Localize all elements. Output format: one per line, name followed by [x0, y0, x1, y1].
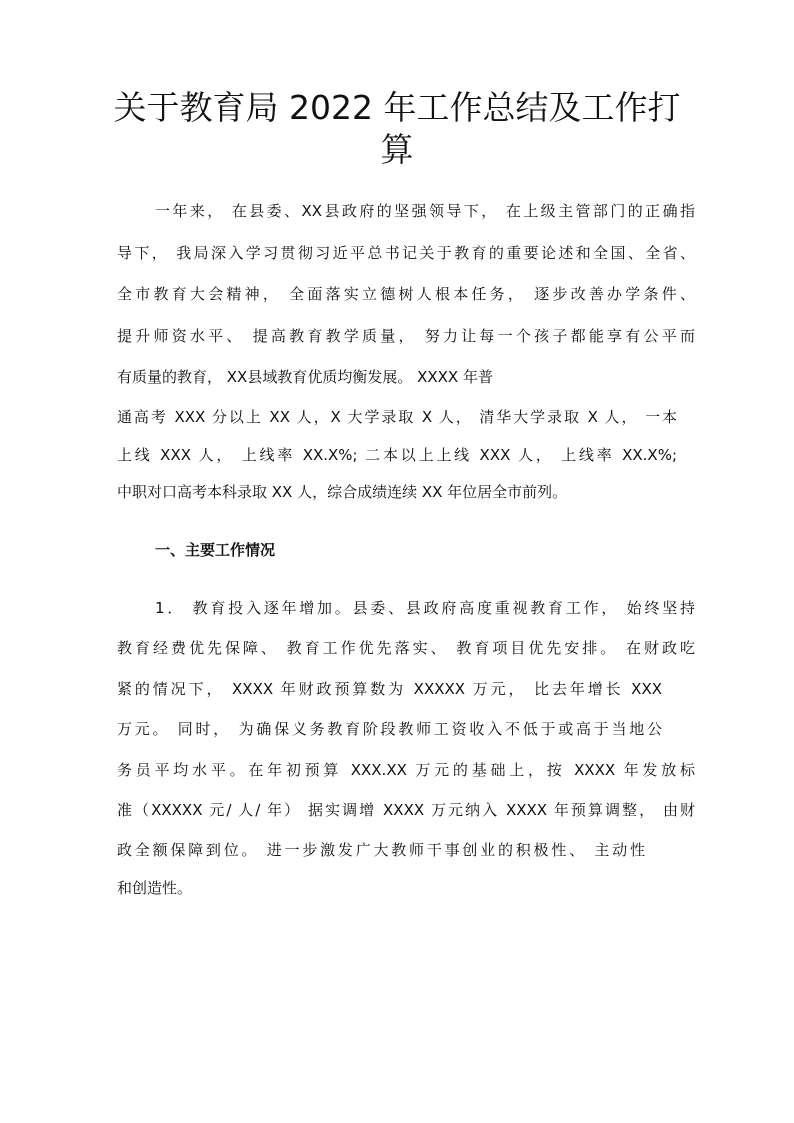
intro-line: 上线 XXX 人， 上线率 XX.X%; 二本以上上线 XXX 人， 上线率 XX.X%;: [117, 446, 677, 464]
section-line: 教育经费优先保障、 教育工作优先落实、 教育项目优先安排。 在财政吃: [117, 639, 695, 657]
document-title-line-1: 关于教育局 2022 年工作总结及工作打: [113, 88, 681, 127]
intro-line: 通高考 XXX 分以上 XX 人，X 大学录取 X 人， 清华大学录取 X 人， 一本: [117, 408, 677, 426]
intro-line: 全市教育大会精神， 全面落实立德树人根本任务， 逐步改善办学条件、: [117, 285, 695, 303]
intro-line: 一年来， 在县委、XX县政府的坚强领导下， 在上级主管部门的正确指: [155, 202, 695, 220]
section-line: 和创造性。: [117, 879, 193, 897]
section-line: 准（XXXXX 元/ 人/ 年） 据实调增 XXXX 万元纳入 XXXX 年预算调整， 由财: [117, 801, 695, 819]
document-title-line-2: 算: [380, 130, 414, 169]
intro-line: 导下， 我局深入学习贯彻习近平总书记关于教育的重要论述和全国、全省、: [117, 244, 695, 262]
section-line: 1． 教育投入逐年增加。县委、县政府高度重视教育工作， 始终坚持: [155, 599, 695, 617]
section-line: 紧的情况下， XXXX 年财政预算数为 XXXXX 万元， 比去年增长 XXX: [117, 680, 662, 698]
section-line: 务员平均水平。在年初预算 XXX.XX 万元的基础上，按 XXXX 年发放标: [117, 761, 695, 779]
intro-line: 中职对口高考本科录取 XX 人，综合成绩连续 XX 年位居全市前列。: [117, 483, 568, 501]
section-heading: 一、主要工作情况: [155, 541, 276, 559]
intro-line: 有质量的教育， XX县域教育优质均衡发展。 XXXX 年普: [117, 368, 493, 386]
section-line: 政全额保障到位。 进一步激发广大教师干事创业的积极性、 主动性: [117, 841, 645, 859]
section-line: 万元。 同时， 为确保义务教育阶段教师工资收入不低于或高于当地公: [117, 720, 662, 738]
intro-line: 提升师资水平、 提高教育教学质量， 努力让每一个孩子都能享有公平而: [117, 327, 695, 345]
